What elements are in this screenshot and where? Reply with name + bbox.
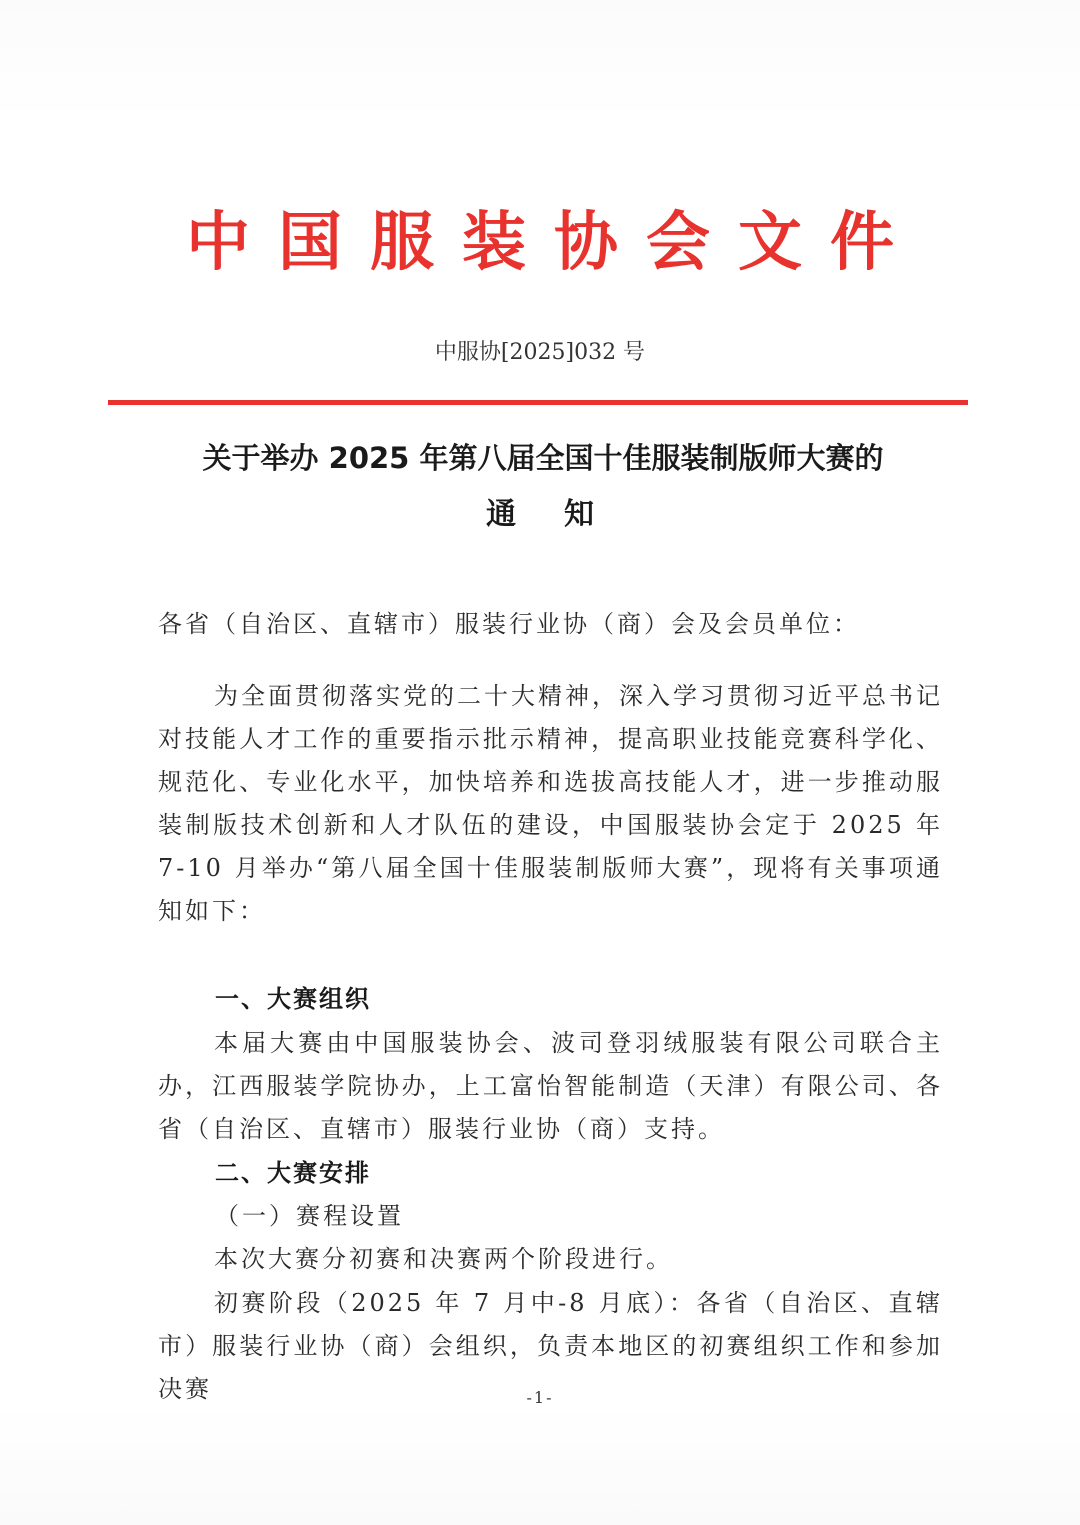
salutation: 各省（自治区、直辖市）服装行业协（商）会及会员单位： — [158, 610, 860, 638]
page-number: -1- — [526, 1388, 554, 1407]
section1-paragraph: 本届大赛由中国服装协会、波司登羽绒服装有限公司联合主办，江西服装学院协办，上工富怡智能制造（天津）有限公司、各省（自治区、直辖市）服装行业协（商）支持。 — [158, 1029, 943, 1143]
document-header-title: 中国服装协会文件 — [186, 206, 922, 280]
notice-title-line2: 通知 — [486, 497, 642, 532]
section1-heading: 一、大赛组织 — [215, 985, 371, 1013]
section2-paragraph2: 初赛阶段（2025 年 7 月中-8 月底）：各省（自治区、直辖市）服装行业协（商）会组织，负责本地区的初赛组织工作和参加决赛 — [158, 1289, 943, 1403]
section2-heading: 二、大赛安排 — [215, 1159, 371, 1187]
section2-subheading: （一）赛程设置 — [215, 1202, 404, 1230]
notice-title-line1: 关于举办 2025 年第八届全国十佳服装制版师大赛的 — [202, 441, 884, 475]
header-divider-line — [108, 400, 968, 405]
intro-paragraph: 为全面贯彻落实党的二十大精神，深入学习贯彻习近平总书记对技能人才工作的重要指示批示精神，提高职业技能竞赛科学化、规范化、专业化水平，加快培养和选拔高技能人才，进一步推动服装制版技术创新和人才队伍的建设，中国服装协会定于 2025 年 7-10 月举办“第八届全国十佳服装制版师大赛”，现将有关事项通知如下： — [158, 682, 943, 925]
document-number: 中服协[2025]032 号 — [434, 340, 646, 365]
section2-paragraph1: 本次大赛分初赛和决赛两个阶段进行。 — [214, 1245, 673, 1273]
